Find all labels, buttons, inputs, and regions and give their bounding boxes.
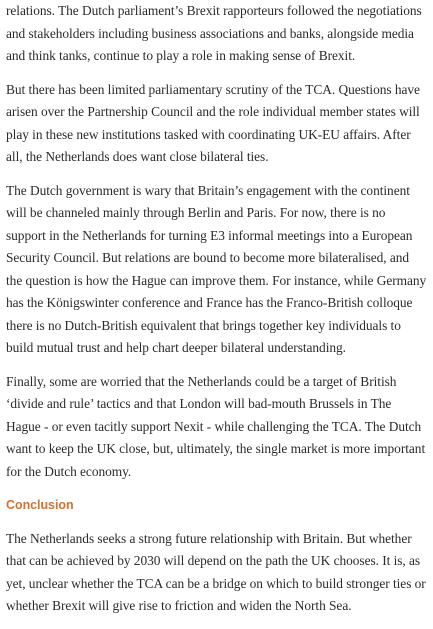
paragraph-parliament-rapporteurs: relations. The Dutch parliament’s Brexit rapporteurs followed the negotiations and stakeholders including business associations and banks, alongside media and think tanks, continue to play a role in making sense of Brexit.	[6, 3, 422, 63]
conclusion-heading: Conclusion	[6, 498, 74, 512]
paragraph-conclusion: The Netherlands seeks a strong future relationship with Britain. But whether that can be achieved by 2030 will depend on the path the UK chooses. It is, as yet, unclear whether the TCA can be a bridge on which to build stronger ties or whether Brexit will give rise to friction and widen the North Sea.	[6, 530, 426, 613]
paragraph-divide-and-rule: Finally, some are worried that the Netherlands could be a target of British ‘divide and rule’ tactics and that London will bad-mouth Brussels in The Hague - or even tacitly support Nexit - while challenging the TCA. The Dutch want to keep the UK close, but, ultimately, the single market is more important for the Dutch economy.	[6, 373, 426, 479]
article-body	[6, 0, 428, 629]
paragraph-parliamentary-scrutiny: But there has been limited parliamentary scrutiny of the TCA. Questions have arisen over the Partnership Council and the role individual member states will play in these new institutions tasked with coordinating UK-EU affairs. After all, the Netherlands does want close bilateral ties.	[6, 81, 420, 164]
paragraph-dutch-government-wary: The Dutch government is wary that Britain’s engagement with the continent will be channeled mainly through Berlin and Paris. For now, there is no support in the Netherlands for turning E3 informal meetings into a European Security Council. But relations are bound to become more bilateralised, and the question is how the Hague can improve them. For instance, while Germany has the Königswinter conference and France has the Franco-British colloque there is no Dutch-British equivalent that brings together key individuals to build mutual trust and help chart deeper bilateral understanding.	[6, 182, 427, 355]
